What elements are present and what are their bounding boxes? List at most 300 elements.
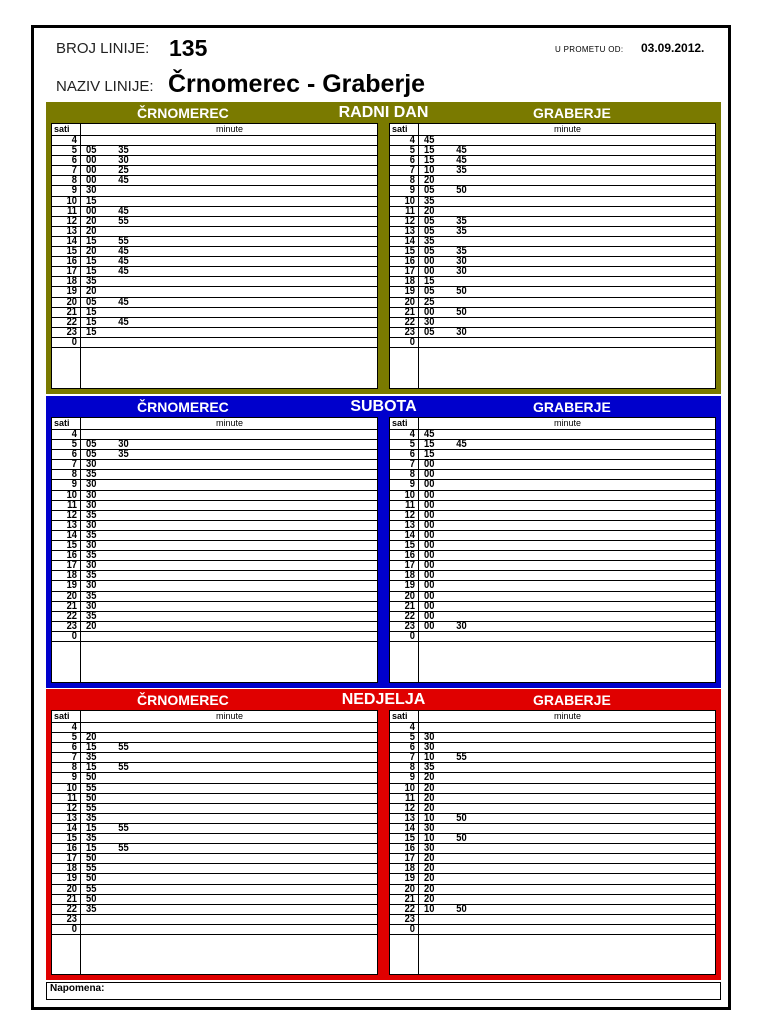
departure-minute: 00 bbox=[424, 541, 435, 552]
hour-cell: 12 bbox=[404, 510, 415, 521]
minutes-cell bbox=[86, 773, 118, 782]
departure-minute: 15 bbox=[424, 146, 435, 157]
departure-minute: 45 bbox=[118, 206, 129, 217]
table-row bbox=[390, 885, 715, 895]
hour-cell: 15 bbox=[66, 541, 77, 552]
minutes-cell bbox=[86, 470, 118, 479]
table-row bbox=[390, 895, 715, 905]
minutes-cell bbox=[86, 763, 151, 772]
hour-cell: 9 bbox=[409, 773, 415, 784]
table-row bbox=[52, 733, 377, 743]
departure-minute: 10 bbox=[424, 904, 435, 915]
table-row bbox=[52, 227, 377, 237]
departure-minute: 35 bbox=[456, 247, 467, 258]
departure-minute: 30 bbox=[456, 257, 467, 268]
departure-minute: 00 bbox=[424, 460, 435, 471]
hour-cell: 22 bbox=[66, 317, 77, 328]
minutes-cell bbox=[424, 794, 456, 803]
minutes-cell bbox=[424, 561, 456, 570]
table-row bbox=[52, 166, 377, 176]
table-row bbox=[52, 814, 377, 824]
hour-cell: 21 bbox=[404, 307, 415, 318]
table-row bbox=[52, 501, 377, 511]
table-row bbox=[52, 156, 377, 166]
hour-cell: 23 bbox=[404, 621, 415, 632]
departure-minute: 30 bbox=[456, 621, 467, 632]
hour-cell: 11 bbox=[405, 500, 415, 511]
hour-cell: 8 bbox=[71, 176, 77, 187]
departure-minute: 15 bbox=[86, 236, 97, 247]
section-subota bbox=[46, 396, 721, 688]
table-row bbox=[52, 207, 377, 217]
hour-cell: 13 bbox=[66, 520, 77, 531]
hour-cell: 15 bbox=[404, 247, 415, 258]
departure-minute: 45 bbox=[456, 156, 467, 167]
table-row bbox=[390, 146, 715, 156]
graberje-timetable bbox=[387, 708, 718, 977]
departure-minute: 20 bbox=[424, 894, 435, 905]
minutes-cell bbox=[424, 217, 489, 226]
table-row bbox=[52, 267, 377, 277]
table-row bbox=[390, 551, 715, 561]
table-row bbox=[52, 602, 377, 612]
section-title-bar bbox=[49, 399, 718, 415]
table-row bbox=[390, 430, 715, 440]
departure-minute: 05 bbox=[424, 287, 435, 298]
departure-minute: 30 bbox=[424, 844, 435, 855]
day-type-title: NEDJELJA bbox=[341, 691, 426, 708]
crnomerec-timetable bbox=[49, 415, 380, 685]
timetable-header-row bbox=[52, 418, 377, 430]
departure-minute: 10 bbox=[424, 813, 435, 824]
table-row bbox=[390, 186, 715, 196]
minutes-cell bbox=[86, 257, 151, 266]
hour-cell: 16 bbox=[66, 551, 77, 562]
minutes-cell bbox=[86, 186, 118, 195]
hour-cell: 16 bbox=[404, 844, 415, 855]
table-row bbox=[390, 247, 715, 257]
minutes-cell bbox=[424, 551, 456, 560]
minutes-cell bbox=[424, 511, 456, 520]
minutes-cell bbox=[86, 460, 118, 469]
minutes-cell bbox=[424, 885, 456, 894]
hour-cell: 23 bbox=[66, 621, 77, 632]
departure-minute: 50 bbox=[456, 186, 467, 197]
table-row bbox=[390, 784, 715, 794]
departure-minute: 45 bbox=[456, 440, 467, 451]
minutes-cell bbox=[86, 885, 118, 894]
departure-minute: 30 bbox=[86, 601, 97, 612]
hour-cell: 14 bbox=[66, 236, 77, 247]
hour-cell: 16 bbox=[66, 844, 77, 855]
hour-cell: 0 bbox=[409, 631, 415, 642]
minutes-cell bbox=[86, 450, 151, 459]
hour-cell: 11 bbox=[405, 206, 415, 217]
minutes-cell bbox=[424, 763, 456, 772]
departure-minute: 20 bbox=[424, 773, 435, 784]
section-title-bar bbox=[49, 692, 718, 708]
departure-minute: 20 bbox=[86, 621, 97, 632]
hour-cell: 9 bbox=[409, 480, 415, 491]
table-row bbox=[52, 753, 377, 763]
table-row bbox=[52, 308, 377, 318]
departure-minute: 05 bbox=[424, 226, 435, 237]
hour-cell: 11 bbox=[67, 206, 77, 217]
departure-minute: 10 bbox=[424, 166, 435, 177]
hour-cell: 18 bbox=[404, 864, 415, 875]
table-row bbox=[52, 844, 377, 854]
departure-minute: 05 bbox=[424, 327, 435, 338]
minutes-cell bbox=[86, 733, 118, 742]
graberje-timetable bbox=[387, 415, 718, 685]
table-row bbox=[390, 794, 715, 804]
section-nedjelja bbox=[46, 689, 721, 980]
hour-cell: 4 bbox=[409, 136, 415, 146]
hour-cell: 14 bbox=[66, 823, 77, 834]
departure-minute: 00 bbox=[424, 480, 435, 491]
table-row bbox=[390, 541, 715, 551]
hour-cell: 7 bbox=[409, 166, 415, 177]
minutes-cell bbox=[86, 166, 151, 175]
departure-minute: 35 bbox=[424, 196, 435, 207]
minutes-cell bbox=[86, 277, 118, 286]
table-row bbox=[52, 905, 377, 915]
departure-minute: 35 bbox=[86, 571, 97, 582]
departure-minute: 05 bbox=[424, 186, 435, 197]
hour-cell: 22 bbox=[404, 611, 415, 622]
hour-cell: 13 bbox=[404, 226, 415, 237]
minutes-cell bbox=[424, 824, 456, 833]
minutes-cell bbox=[86, 551, 118, 560]
table-row bbox=[52, 551, 377, 561]
table-row bbox=[52, 217, 377, 227]
hour-cell: 12 bbox=[66, 216, 77, 227]
table-row bbox=[390, 166, 715, 176]
departure-minute: 00 bbox=[86, 206, 97, 217]
table-row bbox=[52, 561, 377, 571]
minutes-cell bbox=[86, 146, 151, 155]
table-row bbox=[52, 257, 377, 267]
departure-minute: 00 bbox=[424, 621, 435, 632]
hour-cell: 13 bbox=[404, 520, 415, 531]
departure-minute: 00 bbox=[424, 530, 435, 541]
departure-minute: 45 bbox=[118, 257, 129, 268]
table-row bbox=[52, 612, 377, 622]
minutes-cell bbox=[424, 521, 456, 530]
departure-minute: 00 bbox=[424, 581, 435, 592]
table-row bbox=[390, 491, 715, 501]
departure-minute: 50 bbox=[456, 834, 467, 845]
table-row bbox=[52, 430, 377, 440]
table-row bbox=[390, 480, 715, 490]
hour-cell: 15 bbox=[404, 541, 415, 552]
minutes-cell bbox=[86, 784, 118, 793]
hour-cell: 5 bbox=[71, 440, 77, 451]
hour-cell: 10 bbox=[404, 196, 415, 207]
minutes-cell bbox=[86, 602, 118, 611]
departure-minute: 05 bbox=[424, 216, 435, 227]
table-row bbox=[390, 450, 715, 460]
departure-minute: 50 bbox=[86, 773, 97, 784]
hour-cell: 20 bbox=[404, 591, 415, 602]
minutes-cell bbox=[424, 834, 489, 843]
departure-minute: 15 bbox=[424, 277, 435, 288]
minutes-cell bbox=[424, 308, 489, 317]
departure-minute: 30 bbox=[424, 823, 435, 834]
departure-minute: 15 bbox=[424, 450, 435, 461]
table-row bbox=[52, 176, 377, 186]
table-row bbox=[390, 612, 715, 622]
departure-minute: 20 bbox=[424, 854, 435, 865]
minutes-cell bbox=[86, 197, 118, 206]
table-row bbox=[390, 257, 715, 267]
departure-minute: 35 bbox=[456, 216, 467, 227]
table-row bbox=[390, 328, 715, 338]
departure-minute: 05 bbox=[424, 247, 435, 258]
departure-minute: 15 bbox=[86, 763, 97, 774]
line-name-label: NAZIV LINIJE: bbox=[56, 78, 154, 95]
in-service-date: 03.09.2012. bbox=[641, 41, 705, 55]
departure-minute: 30 bbox=[424, 317, 435, 328]
minutes-cell bbox=[86, 176, 151, 185]
minutes-cell bbox=[424, 277, 456, 286]
hours-column-header: sati bbox=[54, 418, 70, 428]
table-row bbox=[390, 773, 715, 783]
table-row bbox=[52, 773, 377, 783]
hour-cell: 9 bbox=[71, 773, 77, 784]
hour-cell: 17 bbox=[66, 561, 77, 572]
table-row bbox=[390, 925, 715, 935]
departure-minute: 55 bbox=[118, 763, 129, 774]
departure-minute: 45 bbox=[424, 430, 435, 440]
in-service-label: U PROMETU OD: bbox=[555, 45, 624, 54]
table-row bbox=[52, 824, 377, 834]
departure-minute: 25 bbox=[424, 297, 435, 308]
departure-minute: 00 bbox=[86, 166, 97, 177]
departure-minute: 15 bbox=[86, 327, 97, 338]
hour-cell: 18 bbox=[66, 864, 77, 875]
departure-minute: 15 bbox=[86, 823, 97, 834]
departure-minute: 50 bbox=[456, 813, 467, 824]
minutes-cell bbox=[86, 905, 118, 914]
hour-cell: 0 bbox=[71, 337, 77, 348]
departure-minute: 30 bbox=[86, 581, 97, 592]
hour-cell: 4 bbox=[71, 430, 77, 440]
table-row bbox=[390, 156, 715, 166]
hour-cell: 17 bbox=[66, 267, 77, 278]
hour-cell: 23 bbox=[66, 327, 77, 338]
hour-cell: 5 bbox=[71, 146, 77, 157]
minutes-cell bbox=[424, 440, 489, 449]
table-row bbox=[52, 277, 377, 287]
minutes-cell bbox=[86, 612, 118, 621]
table-row bbox=[390, 824, 715, 834]
departure-minute: 35 bbox=[86, 753, 97, 764]
destination-stop-label: GRABERJE bbox=[533, 105, 611, 121]
minutes-cell bbox=[424, 602, 456, 611]
departure-minute: 55 bbox=[456, 753, 467, 764]
minutes-cell bbox=[86, 743, 151, 752]
table-row bbox=[52, 622, 377, 632]
minutes-cell bbox=[86, 318, 151, 327]
timetable-header-row bbox=[390, 124, 715, 136]
minutes-cell bbox=[424, 318, 456, 327]
minutes-cell bbox=[424, 287, 489, 296]
table-row bbox=[52, 541, 377, 551]
minutes-cell bbox=[86, 328, 118, 337]
minutes-cell bbox=[86, 227, 118, 236]
hour-cell: 6 bbox=[409, 743, 415, 754]
table-row bbox=[52, 146, 377, 156]
hours-column-header: sati bbox=[392, 124, 408, 134]
hour-cell: 21 bbox=[66, 307, 77, 318]
departure-minute: 30 bbox=[118, 156, 129, 167]
hour-cell: 16 bbox=[66, 257, 77, 268]
departure-minute: 15 bbox=[86, 196, 97, 207]
hour-cell: 11 bbox=[67, 500, 77, 511]
minutes-cell bbox=[86, 874, 118, 883]
departure-minute: 35 bbox=[456, 166, 467, 177]
departure-minute: 50 bbox=[86, 793, 97, 804]
hour-cell: 0 bbox=[71, 924, 77, 935]
hour-cell: 23 bbox=[66, 914, 77, 925]
table-row bbox=[52, 237, 377, 247]
minutes-cell bbox=[424, 197, 456, 206]
table-row bbox=[390, 207, 715, 217]
minutes-cell bbox=[424, 156, 489, 165]
hour-cell: 0 bbox=[71, 631, 77, 642]
table-row bbox=[390, 227, 715, 237]
table-row bbox=[52, 874, 377, 884]
departure-minute: 20 bbox=[424, 206, 435, 217]
hour-cell: 22 bbox=[66, 611, 77, 622]
hour-cell: 8 bbox=[71, 470, 77, 481]
table-row bbox=[52, 571, 377, 581]
departure-minute: 00 bbox=[424, 520, 435, 531]
minutes-cell bbox=[86, 480, 118, 489]
departure-minute: 50 bbox=[456, 307, 467, 318]
minutes-cell bbox=[424, 592, 456, 601]
minutes-cell bbox=[86, 592, 118, 601]
table-row bbox=[390, 723, 715, 733]
table-row bbox=[390, 804, 715, 814]
departure-minute: 05 bbox=[86, 297, 97, 308]
hour-cell: 9 bbox=[71, 480, 77, 491]
hour-cell: 6 bbox=[71, 743, 77, 754]
minutes-cell bbox=[424, 854, 456, 863]
hour-cell: 23 bbox=[404, 327, 415, 338]
departure-minute: 20 bbox=[424, 793, 435, 804]
hour-cell: 0 bbox=[409, 337, 415, 348]
hour-cell: 8 bbox=[409, 470, 415, 481]
line-name-value: Črnomerec - Graberje bbox=[168, 70, 426, 98]
line-number-value: 135 bbox=[169, 35, 208, 61]
hour-cell: 20 bbox=[66, 591, 77, 602]
hour-cell: 10 bbox=[66, 490, 77, 501]
hour-cell: 20 bbox=[66, 884, 77, 895]
table-row bbox=[52, 521, 377, 531]
hour-cell: 4 bbox=[71, 723, 77, 733]
crnomerec-timetable bbox=[49, 121, 380, 391]
minutes-cell bbox=[86, 267, 151, 276]
table-row bbox=[52, 460, 377, 470]
minutes-cell bbox=[424, 328, 489, 337]
departure-minute: 50 bbox=[86, 874, 97, 885]
table-row bbox=[390, 287, 715, 297]
table-row bbox=[390, 622, 715, 632]
hour-cell: 7 bbox=[71, 753, 77, 764]
table-row bbox=[52, 440, 377, 450]
hour-cell: 22 bbox=[404, 904, 415, 915]
departure-minute: 35 bbox=[86, 510, 97, 521]
minutes-cell bbox=[86, 501, 118, 510]
minutes-cell bbox=[86, 541, 118, 550]
departure-minute: 55 bbox=[118, 216, 129, 227]
minutes-cell bbox=[86, 247, 151, 256]
minutes-cell bbox=[86, 287, 118, 296]
minutes-cell bbox=[424, 905, 489, 914]
departure-minute: 10 bbox=[424, 753, 435, 764]
minutes-column-header: minute bbox=[553, 124, 581, 134]
crnomerec-timetable bbox=[49, 708, 380, 977]
minutes-cell bbox=[86, 531, 118, 540]
departure-minute: 55 bbox=[118, 743, 129, 754]
minutes-cell bbox=[424, 491, 456, 500]
departure-minute: 45 bbox=[118, 176, 129, 187]
table-row bbox=[52, 854, 377, 864]
hour-cell: 21 bbox=[404, 601, 415, 612]
graberje-timetable bbox=[387, 121, 718, 391]
hour-cell: 12 bbox=[66, 803, 77, 814]
minutes-cell bbox=[424, 460, 456, 469]
departure-minute: 00 bbox=[424, 591, 435, 602]
departure-minute: 30 bbox=[456, 327, 467, 338]
hour-cell: 18 bbox=[404, 571, 415, 582]
hour-cell: 8 bbox=[409, 763, 415, 774]
departure-minute: 50 bbox=[86, 894, 97, 905]
table-row bbox=[52, 743, 377, 753]
origin-stop-label: ČRNOMEREC bbox=[137, 399, 229, 415]
section-title-bar bbox=[49, 105, 718, 121]
hour-cell: 20 bbox=[66, 297, 77, 308]
hour-cell: 7 bbox=[409, 753, 415, 764]
table-row bbox=[52, 318, 377, 328]
departure-minute: 00 bbox=[424, 470, 435, 481]
table-row bbox=[390, 632, 715, 642]
timetable-header-row bbox=[52, 711, 377, 723]
hour-cell: 14 bbox=[404, 530, 415, 541]
departure-minute: 30 bbox=[424, 733, 435, 744]
minutes-column-header: minute bbox=[553, 711, 581, 721]
minutes-cell bbox=[86, 824, 151, 833]
table-row bbox=[52, 328, 377, 338]
hour-cell: 9 bbox=[409, 186, 415, 197]
departure-minute: 05 bbox=[86, 440, 97, 451]
table-row bbox=[390, 308, 715, 318]
departure-minute: 35 bbox=[86, 277, 97, 288]
table-row bbox=[390, 440, 715, 450]
departure-minute: 20 bbox=[86, 247, 97, 258]
table-row bbox=[390, 237, 715, 247]
departure-minute: 05 bbox=[86, 146, 97, 157]
minutes-cell bbox=[424, 612, 456, 621]
minutes-cell bbox=[86, 511, 118, 520]
departure-minute: 20 bbox=[424, 783, 435, 794]
departure-minute: 00 bbox=[86, 176, 97, 187]
table-row bbox=[52, 491, 377, 501]
departure-minute: 10 bbox=[424, 834, 435, 845]
departure-minute: 35 bbox=[86, 470, 97, 481]
